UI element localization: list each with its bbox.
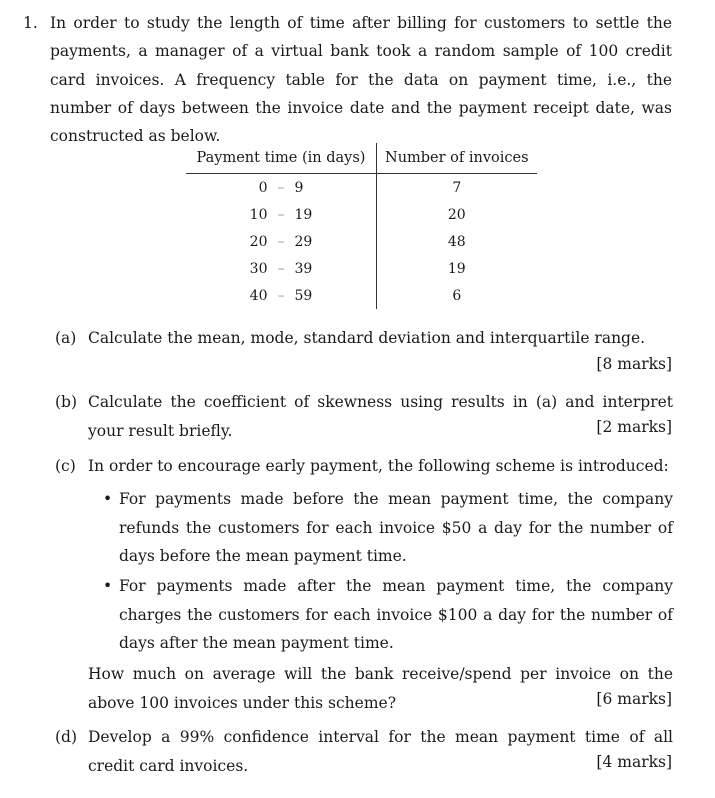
bullet-text: For payments made before the mean payment time, the company refunds the customers for each invoice $50 a day for the number of days before the mean payment time. — [119, 490, 673, 565]
payment-time-range — [186, 174, 377, 202]
part-b-marks: [2 marks] — [596, 418, 672, 436]
table-row — [186, 282, 537, 309]
range-dash: – — [277, 206, 285, 223]
payment-time-range — [186, 201, 377, 228]
invoice-count: 6 — [452, 287, 462, 304]
header-number-of-invoices: Number of invoices — [377, 143, 537, 174]
part-a-marks: [8 marks] — [596, 355, 672, 373]
range-upper: 9 — [294, 179, 304, 196]
invoice-count: 19 — [447, 260, 466, 277]
range-lower: 40 — [249, 287, 268, 304]
range-lower: 20 — [249, 233, 268, 250]
frequency-table-container — [186, 143, 537, 309]
question-number: 1. — [23, 14, 38, 32]
bullet-text: For payments made after the mean payment time, the company charges the customers for each invoice $100 a day for the number of days after the mean payment time. — [119, 577, 673, 652]
part-c-marks: [6 marks] — [596, 690, 672, 708]
table-row — [186, 174, 537, 202]
part-c-question-text: How much on average will the bank receive/spend per invoice on the above 100 invoices under this scheme? — [88, 665, 673, 712]
invoice-count: 7 — [452, 179, 462, 196]
part-c-label: (c) — [55, 457, 76, 475]
part-d-marks: [4 marks] — [596, 753, 672, 771]
part-d-text: Develop a 99% confidence interval for the mean payment time of all credit card invoices. — [88, 728, 673, 775]
range-lower: 10 — [249, 206, 268, 223]
part-b-text: Calculate the coefficient of skewness using results in (a) and interpret your result briefly. — [88, 393, 673, 440]
range-dash: – — [277, 233, 285, 250]
payment-time-range — [186, 282, 377, 309]
part-c-text: In order to encourage early payment, the following scheme is introduced: — [88, 457, 669, 475]
range-lower: 30 — [249, 260, 268, 277]
part-a-label: (a) — [55, 329, 77, 347]
table-row — [186, 255, 537, 282]
range-lower: 0 — [258, 179, 268, 196]
invoice-count: 20 — [447, 206, 466, 223]
range-upper: 19 — [294, 206, 313, 223]
part-a-text: Calculate the mean, mode, standard deviation and interquartile range. — [88, 329, 646, 347]
bullet-dot: • — [103, 490, 113, 508]
invoice-count: 48 — [447, 233, 466, 250]
table-row — [186, 201, 537, 228]
range-dash: – — [277, 260, 285, 277]
table-row — [186, 228, 537, 255]
bullet-dot: • — [103, 577, 113, 595]
range-upper: 59 — [294, 287, 313, 304]
part-b-label: (b) — [55, 393, 78, 411]
range-upper: 29 — [294, 233, 313, 250]
table-header-row — [186, 143, 537, 174]
frequency-table — [186, 143, 537, 309]
question-intro: In order to study the length of time after billing for customers to settle the payments, a manager of a virtual bank took a random sample of 100 credit card invoices. A frequency table for the data on payment time, i.e., the number of days between the invoice date and the payment receipt date, was constructed as below. — [50, 14, 672, 146]
range-dash: – — [277, 287, 285, 304]
range-dash: – — [277, 179, 285, 196]
header-payment-time: Payment time (in days) — [186, 143, 377, 174]
range-upper: 39 — [294, 260, 313, 277]
payment-time-range — [186, 228, 377, 255]
payment-time-range — [186, 255, 377, 282]
part-d-label: (d) — [55, 728, 78, 746]
